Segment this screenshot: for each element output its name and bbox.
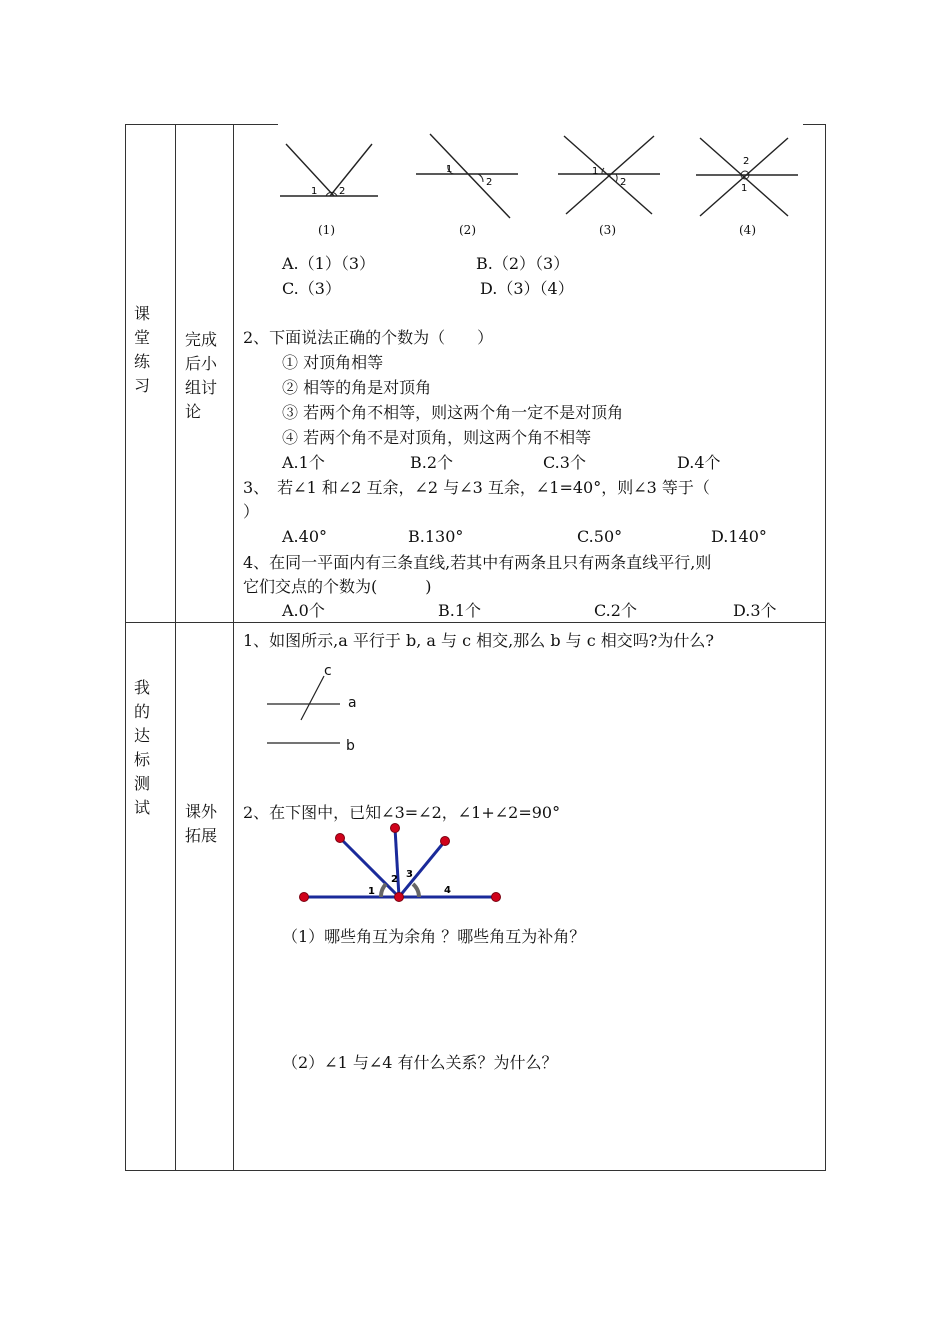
- q2-option-a: A.1个: [282, 453, 325, 472]
- q4-stem-line2: 它们交点的个数为( ): [243, 577, 432, 596]
- line-label-a: a: [348, 695, 357, 711]
- line-label-c: c: [324, 663, 332, 679]
- test-q2-sub1: （1）哪些角互为余角 ？哪些角互为补角？: [282, 927, 586, 946]
- table-right-border: [825, 124, 826, 1171]
- test-q2-stem: 2、在下图中，已知∠3=∠2，∠1+∠2=90°: [243, 803, 561, 822]
- fig3-angle-label-1: 1: [592, 166, 599, 177]
- fig1-angle-label-1: 1: [311, 186, 318, 197]
- q2-item-4: ④ 若两个角不是对顶角，则这两个角不相等: [282, 428, 592, 447]
- table-col-divider-1: [175, 124, 176, 1171]
- q3-stem-line1: 3、 若∠1 和∠2 互余，∠2 与∠3 互余，∠1=40°，则∠3 等于（: [243, 478, 710, 497]
- q1-option-c: C.（3）: [282, 279, 341, 298]
- test-q1-stem: 1、如图所示,a 平行于 b, a 与 c 相交,那么 b 与 c 相交吗?为什么?: [243, 631, 714, 650]
- fig3-angle-label-2: 2: [620, 177, 627, 188]
- ray-angle-label-1: 1: [368, 886, 375, 897]
- section-label-self-test: 我的达标测试: [134, 678, 151, 817]
- fig4-angle-label-2: 2: [743, 156, 750, 167]
- figure-label-4: (4): [739, 223, 756, 237]
- q2-item-2: ② 相等的角是对顶角: [282, 378, 432, 397]
- q3-option-d: D.140°: [711, 527, 767, 546]
- q2-item-3: ③ 若两个角不相等，则这两个角一定不是对顶角: [282, 403, 624, 422]
- table-col-divider-2: [233, 124, 234, 1171]
- q4-stem-line1: 4、在同一平面内有三条直线,若其中有两条且只有两条直线平行,则: [243, 553, 712, 572]
- q1-option-d: D.（3）（4）: [480, 279, 574, 298]
- line-label-b: b: [346, 738, 355, 754]
- parallel-lines-figure: [260, 660, 380, 760]
- q3-stem-line2: ）: [243, 502, 260, 521]
- q2-option-d: D.4个: [677, 453, 721, 472]
- section-label-extension: 课外拓展: [185, 802, 218, 845]
- ray-angle-label-2: 2: [391, 874, 398, 885]
- q4-option-a: A.0个: [282, 601, 325, 620]
- q2-stem: 2、下面说法正确的个数为（ ）: [243, 328, 494, 347]
- q4-option-c: C.2个: [594, 601, 637, 620]
- fig2-angle-label-2: 2: [486, 177, 493, 188]
- q3-option-b: B.130°: [408, 527, 464, 546]
- section-label-group-discussion: 完成后小组讨论: [185, 330, 218, 421]
- table-top-border-left: [125, 124, 278, 125]
- q3-option-c: C.50°: [577, 527, 623, 546]
- test-q2-sub2: （2）∠1 与∠4 有什么关系？为什么？: [282, 1053, 558, 1072]
- q4-option-d: D.3个: [733, 601, 777, 620]
- section-label-practice: 课堂练习: [134, 304, 151, 395]
- table-top-border-right: [803, 124, 826, 125]
- fig4-angle-label-1: 1: [741, 183, 748, 194]
- q2-option-b: B.2个: [410, 453, 454, 472]
- figure-label-3: (3): [599, 223, 616, 237]
- q4-option-b: B.1个: [438, 601, 482, 620]
- table-bottom-border: [125, 1170, 826, 1171]
- fig2-angle-label-1: 1: [446, 164, 453, 175]
- q1-option-a: A.（1）（3）: [282, 254, 376, 273]
- table-left-border: [125, 124, 126, 1171]
- rays-figure: [295, 820, 515, 910]
- figure-label-1: (1): [318, 223, 335, 237]
- q1-option-b: B.（2）（3）: [476, 254, 570, 273]
- q3-option-a: A.40°: [282, 527, 327, 546]
- q2-option-c: C.3个: [543, 453, 586, 472]
- fig1-angle-label-2: 2: [339, 186, 346, 197]
- q2-item-1: ① 对顶角相等: [282, 353, 384, 372]
- figure-label-2: (2): [459, 223, 476, 237]
- ray-angle-label-3: 3: [406, 869, 413, 880]
- ray-angle-label-4: 4: [444, 885, 451, 896]
